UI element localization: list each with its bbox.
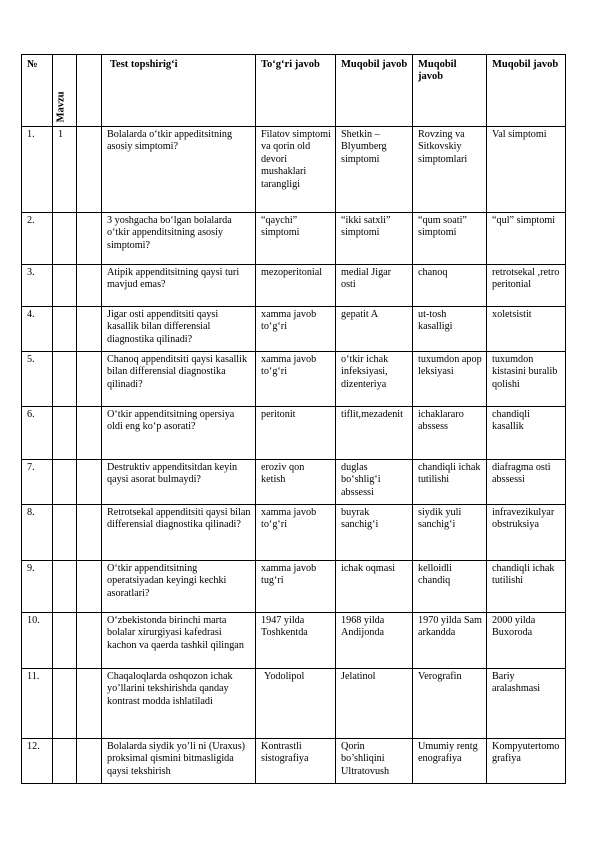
row-blank	[77, 505, 102, 561]
row-task: Destruktiv appenditsitdan keyin qaysi asorat bulmaydi?	[102, 460, 256, 505]
row-alt1: o‘tkir ichak infeksiyasi, dizenteriya	[336, 352, 413, 407]
row-number: 12.	[22, 739, 53, 784]
row-alt3: diafragma osti abssessi	[487, 460, 566, 505]
table-row	[22, 213, 566, 265]
row-mavzu	[53, 407, 77, 460]
row-alt2: siydik yuli sanchig‘i	[413, 505, 487, 561]
row-blank	[77, 460, 102, 505]
row-alt3: chandiqli kasallik	[487, 407, 566, 460]
row-alt3: chandiqli ichak tutilishi	[487, 561, 566, 613]
row-task: Jigar osti appenditsiti qaysi kasallik bilan differensial diagnostika qilinadi?	[102, 307, 256, 352]
header-alt1: Muqobil javob	[336, 55, 413, 127]
header-task-label: Test topshirig‘i	[110, 59, 178, 70]
row-correct: Yodolipol	[256, 669, 336, 739]
row-blank	[77, 669, 102, 739]
row-alt2: “qum soati” simptomi	[413, 213, 487, 265]
row-alt1: gepatit A	[336, 307, 413, 352]
row-correct: xamma javob tug‘ri	[256, 561, 336, 613]
row-number: 2.	[22, 213, 53, 265]
row-task: Atipik appenditsitning qaysi turi mavjud emas?	[102, 265, 256, 307]
row-alt3: 2000 yilda Buxoroda	[487, 613, 566, 669]
row-blank	[77, 127, 102, 213]
row-alt1: 1968 yilda Andijonda	[336, 613, 413, 669]
row-alt2: 1970 yilda Samarkandda	[413, 613, 487, 669]
row-correct: Filatov simptomi va qorin old devori mushaklari tarangligi	[256, 127, 336, 213]
row-number: 8.	[22, 505, 53, 561]
row-task: O‘tkir appenditsitning opersiya oldi eng ko‘p asorati?	[102, 407, 256, 460]
row-blank	[77, 739, 102, 784]
row-number: 7.	[22, 460, 53, 505]
row-correct: xamma javob to‘g‘ri	[256, 307, 336, 352]
header-alt2: Muqobil javob	[413, 55, 487, 127]
table-row	[22, 127, 566, 213]
row-mavzu	[53, 352, 77, 407]
row-mavzu	[53, 739, 77, 784]
table-row	[22, 739, 566, 784]
row-number: 4.	[22, 307, 53, 352]
header-number: №	[22, 55, 53, 127]
row-task: Chanoq appenditsiti qaysi kasallik bilan differensial diagnostika qilinadi?	[102, 352, 256, 407]
row-mavzu	[53, 505, 77, 561]
header-mavzu	[53, 55, 77, 127]
table-row	[22, 613, 566, 669]
row-alt3: Val simptomi	[487, 127, 566, 213]
row-alt1: tiflit,mezadenit	[336, 407, 413, 460]
row-alt2: chanoq	[413, 265, 487, 307]
row-correct: xamma javob to‘g‘ri	[256, 505, 336, 561]
row-alt3: “qul” simptomi	[487, 213, 566, 265]
row-task: O‘zbekistonda birinchi marta bolalar xirurgiyasi kafedrasi kachon va qaerda tashkil qilingan	[102, 613, 256, 669]
row-alt1: Shetkin – Blyumberg simptomi	[336, 127, 413, 213]
row-blank	[77, 307, 102, 352]
row-alt2: kelloidli chandiq	[413, 561, 487, 613]
row-number: 1.	[22, 127, 53, 213]
row-alt1: Jelatinol	[336, 669, 413, 739]
header-task	[102, 55, 256, 127]
row-correct: eroziv qon ketish	[256, 460, 336, 505]
header-mavzu-label: Mavzu	[55, 91, 67, 122]
table-row	[22, 505, 566, 561]
row-number: 9.	[22, 561, 53, 613]
row-alt1: “ikki satxli” simptomi	[336, 213, 413, 265]
row-alt2: ichaklararo abssess	[413, 407, 487, 460]
row-alt3: retrotsekal ,retroperitonial	[487, 265, 566, 307]
row-number: 10.	[22, 613, 53, 669]
row-alt2: Rovzing va Sitkovskiy simptomlari	[413, 127, 487, 213]
row-task: Chaqaloqlarda oshqozon ichak yo’llarini tekshirishda qanday kontrast modda ishlatiladi	[102, 669, 256, 739]
row-blank	[77, 561, 102, 613]
row-alt1: buyrak sanchig‘i	[336, 505, 413, 561]
table-header-row	[22, 55, 566, 127]
row-blank	[77, 352, 102, 407]
row-alt3: Bariy aralashmasi	[487, 669, 566, 739]
row-number: 3.	[22, 265, 53, 307]
row-correct: Kontrastli sistografiya	[256, 739, 336, 784]
row-alt2: Verografin	[413, 669, 487, 739]
row-mavzu	[53, 613, 77, 669]
row-mavzu	[53, 561, 77, 613]
row-blank	[77, 407, 102, 460]
row-alt3: infravezikulyar obstruksiya	[487, 505, 566, 561]
row-mavzu	[53, 213, 77, 265]
header-alt3: Muqobil javob	[487, 55, 566, 127]
row-mavzu	[53, 307, 77, 352]
row-alt1: Qorin bo’shliqini Ultratovush	[336, 739, 413, 784]
table-row	[22, 460, 566, 505]
table-row	[22, 407, 566, 460]
row-task: Bolalarda siydik yo’li ni (Uraxus) proksimal qismini bitmasligida qaysi tekshirish	[102, 739, 256, 784]
row-number: 5.	[22, 352, 53, 407]
row-correct: “qaychi” simptomi	[256, 213, 336, 265]
row-mavzu	[53, 460, 77, 505]
header-correct: To‘g‘ri javob	[256, 55, 336, 127]
row-correct: 1947 yilda Toshkentda	[256, 613, 336, 669]
row-number: 11.	[22, 669, 53, 739]
row-task: Bolalarda o‘tkir appeditsitning asosiy simptomi?	[102, 127, 256, 213]
table-row	[22, 307, 566, 352]
table-row	[22, 669, 566, 739]
row-blank	[77, 213, 102, 265]
table-row	[22, 352, 566, 407]
row-mavzu: 1	[53, 127, 77, 213]
row-alt1: duglas bo‘shlig‘i abssessi	[336, 460, 413, 505]
row-correct: peritonit	[256, 407, 336, 460]
row-mavzu	[53, 669, 77, 739]
row-task: Retrotsekal appenditsiti qaysi bilan differensial diagnostika qilinadi?	[102, 505, 256, 561]
row-alt1: ichak oqmasi	[336, 561, 413, 613]
row-alt2: ut-tosh kasalligi	[413, 307, 487, 352]
header-blank	[77, 55, 102, 127]
table-row	[22, 561, 566, 613]
row-task: 3 yoshgacha bo‘lgan bolalarda o‘tkir appenditsitning asosiy simptomi?	[102, 213, 256, 265]
row-alt3: Kompyutertomografiya	[487, 739, 566, 784]
row-alt3: xoletsistit	[487, 307, 566, 352]
row-alt2: Umumiy rentgenografiya	[413, 739, 487, 784]
row-blank	[77, 613, 102, 669]
row-task: O‘tkir appenditsitning operatsiyadan keyingi kechki asoratlari?	[102, 561, 256, 613]
row-correct: xamma javob to‘g‘ri	[256, 352, 336, 407]
row-number: 6.	[22, 407, 53, 460]
row-alt2: tuxumdon apopleksiyasi	[413, 352, 487, 407]
row-blank	[77, 265, 102, 307]
test-table	[21, 54, 566, 784]
row-alt1: medial Jigar osti	[336, 265, 413, 307]
table-row	[22, 265, 566, 307]
row-mavzu	[53, 265, 77, 307]
row-alt3: tuxumdon kistasini buralib qolishi	[487, 352, 566, 407]
row-alt2: chandiqli ichak tutilishi	[413, 460, 487, 505]
row-correct: mezoperitonial	[256, 265, 336, 307]
